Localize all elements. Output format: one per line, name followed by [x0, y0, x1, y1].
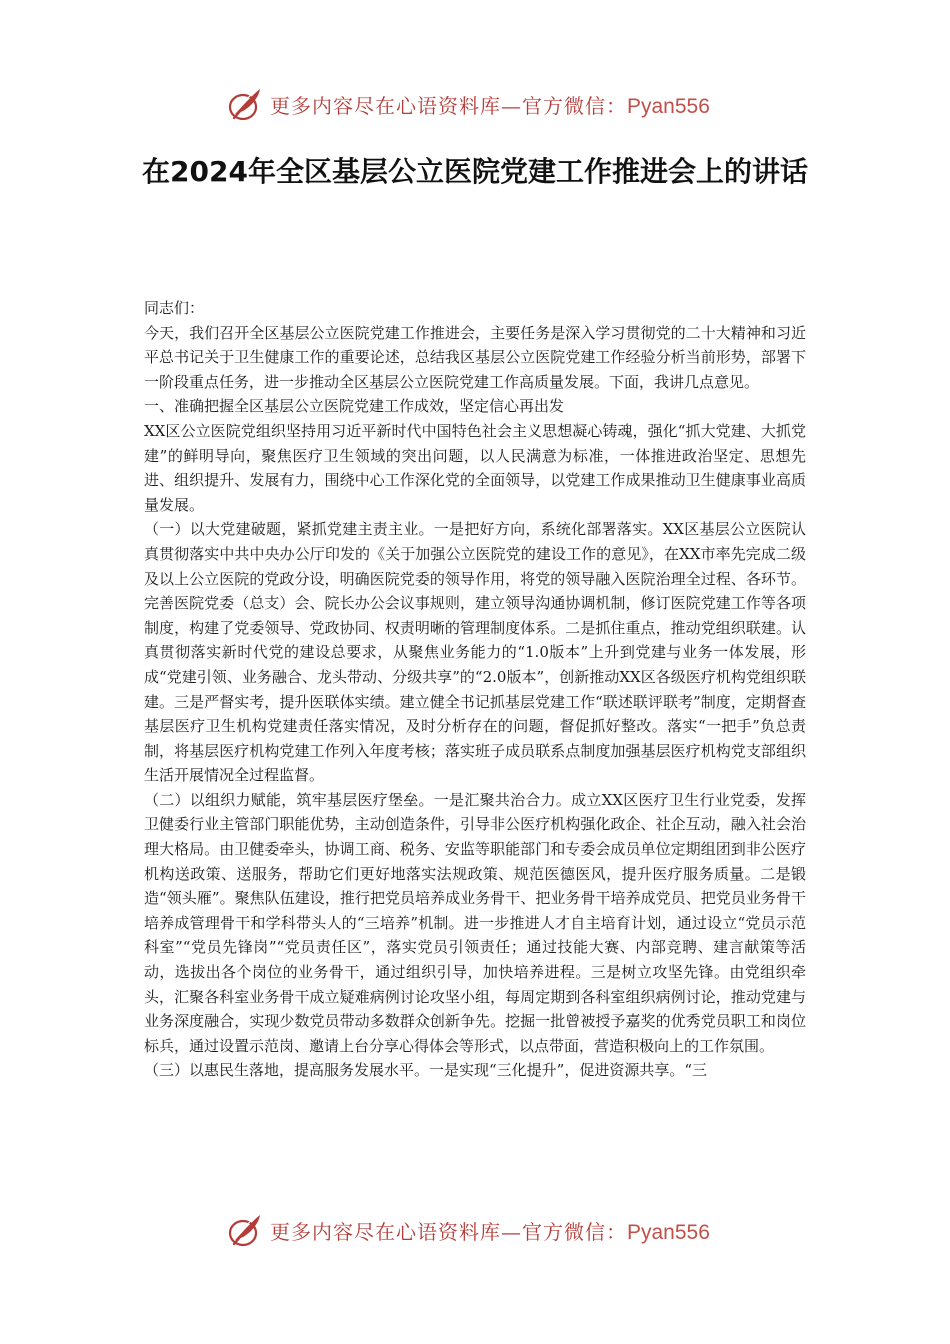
paragraph-subsection-2: （二）以组织力赋能，筑牢基层医疗堡垒。一是汇聚共治合力。成立XX区医疗卫生行业党委，发挥卫健委行业主管部门职能优势，主动创造条件，引导非公医疗机构强化政企、社企互动，融入社会治理大格局。由卫健委牵头，协调工商、税务、安监等职能部门和专委会成员单位定期组团到非公医疗机构送政策、送服务，帮助它们更好地落实法规政策、规范医德医风，提升医疗服务质量。二是锻造“领头雁”。聚焦队伍建设，推行把党员培养成业务骨干、把业务骨干培养成党员、把党员业务骨干培养成管理骨干和学科带头人的“三培养”机制。进一步推进人才自主培育计划，通过设立“党员示范科室”“党员先锋岗”“党员责任区”，落实党员引领责任；通过技能大赛、内部竞聘、建言献策等活动，选拔出各个岗位的业务骨干，通过组织引导，加快培养进程。三是树立攻坚先锋。由党组织牵头，汇聚各科室业务骨干成立疑难病例讨论攻坚小组，每周定期到各科室组织病例讨论，推动党建与业务深度融合，实现少数党员带动多数群众创新争先。挖掘一批曾被授予嘉奖的优秀党员职工和岗位标兵，通过设置示范岗、邀请上台分享心得体会等形式，以点带面，营造积极向上的工作氛围。: [144, 790, 806, 1055]
paragraph-subsection-3: （三）以惠民生落地，提高服务发展水平。一是实现“三化提升”，促进资源共享。“三: [144, 1061, 708, 1080]
paragraph-subsection-1: （一）以大党建破题，紧抓党建主责主业。一是把好方向，系统化部署落实。XX区基层公立医院认真贯彻落实中共中央办公厅印发的《关于加强公立医院党的建设工作的意见》，在XX市率先完成二级及以上公立医院的党政分设，明确医院党委的领导作用，将党的领导融入医院治理全过程、各环节。完善医院党委（总支）会、院长办公会议事规则，建立领导沟通协调机制，修订医院党建工作等各项制度，构建了党委领导、党政协同、权责明晰的管理制度体系。二是抓住重点，推动党组织联建。认真贯彻落实新时代党的建设总要求，从聚焦业务能力的“1.0版本”上升到党建与业务一体发展，形成“党建引领、业务融合、龙头带动、分级共享”的“2.0版本”，创新推动XX区各级医疗机构党组织联建。三是严督实考，提升医联体实绩。建立健全书记抓基层党建工作“联述联评联考”制度，定期督查基层医疗卫生机构党建责任落实情况，及时分析存在的问题，督促抓好整改。落实“一把手”负总责制，将基层医疗机构党建工作列入年度考核；落实班子成员联系点制度加强基层医疗机构党支部组织生活开展情况全过程监督。: [144, 520, 806, 785]
quill-pen-logo-icon: [226, 1210, 266, 1250]
paragraph-intro: 今天，我们召开全区基层公立医院党建工作推进会，主要任务是深入学习贯彻党的二十大精神和习近平总书记关于卫生健康工作的重要论述，总结我区基层公立医院党建工作经验分析当前形势，部署下一阶段重点任务，进一步推动全区基层公立医院党建工作高质量发展。下面，我讲几点意见。: [144, 323, 806, 391]
document-title: 在2024年全区基层公立医院党建工作推进会上的讲话: [142, 155, 808, 188]
watermark-text: 更多内容尽在心语资料库—官方微信：Pyan556: [270, 93, 710, 118]
watermark-banner-top: [226, 84, 710, 124]
paragraph-overview: XX区公立医院党组织坚持用习近平新时代中国特色社会主义思想凝心铸魂，强化“抓大党建、大抓党建”的鲜明导向，聚焦医疗卫生领域的突出问题，以人民满意为标准，一体推进政治坚定、思想先进、组织提升、发展有力，围绕中心工作深化党的全面领导，以党建工作成果推动卫生健康事业高质量发展。: [144, 421, 806, 514]
quill-pen-logo-icon: [226, 84, 266, 124]
document-body: [144, 296, 806, 1083]
watermark-banner-bottom: [226, 1210, 710, 1250]
watermark-handle: Pyan556: [627, 1220, 710, 1244]
section-heading-1: 一、准确把握全区基层公立医院党建工作成效，坚定信心再出发: [144, 397, 565, 416]
watermark-text: 更多内容尽在心语资料库—官方微信：Pyan556: [270, 1219, 710, 1244]
watermark-handle: Pyan556: [627, 94, 710, 118]
salutation: 同志们：: [144, 299, 205, 317]
